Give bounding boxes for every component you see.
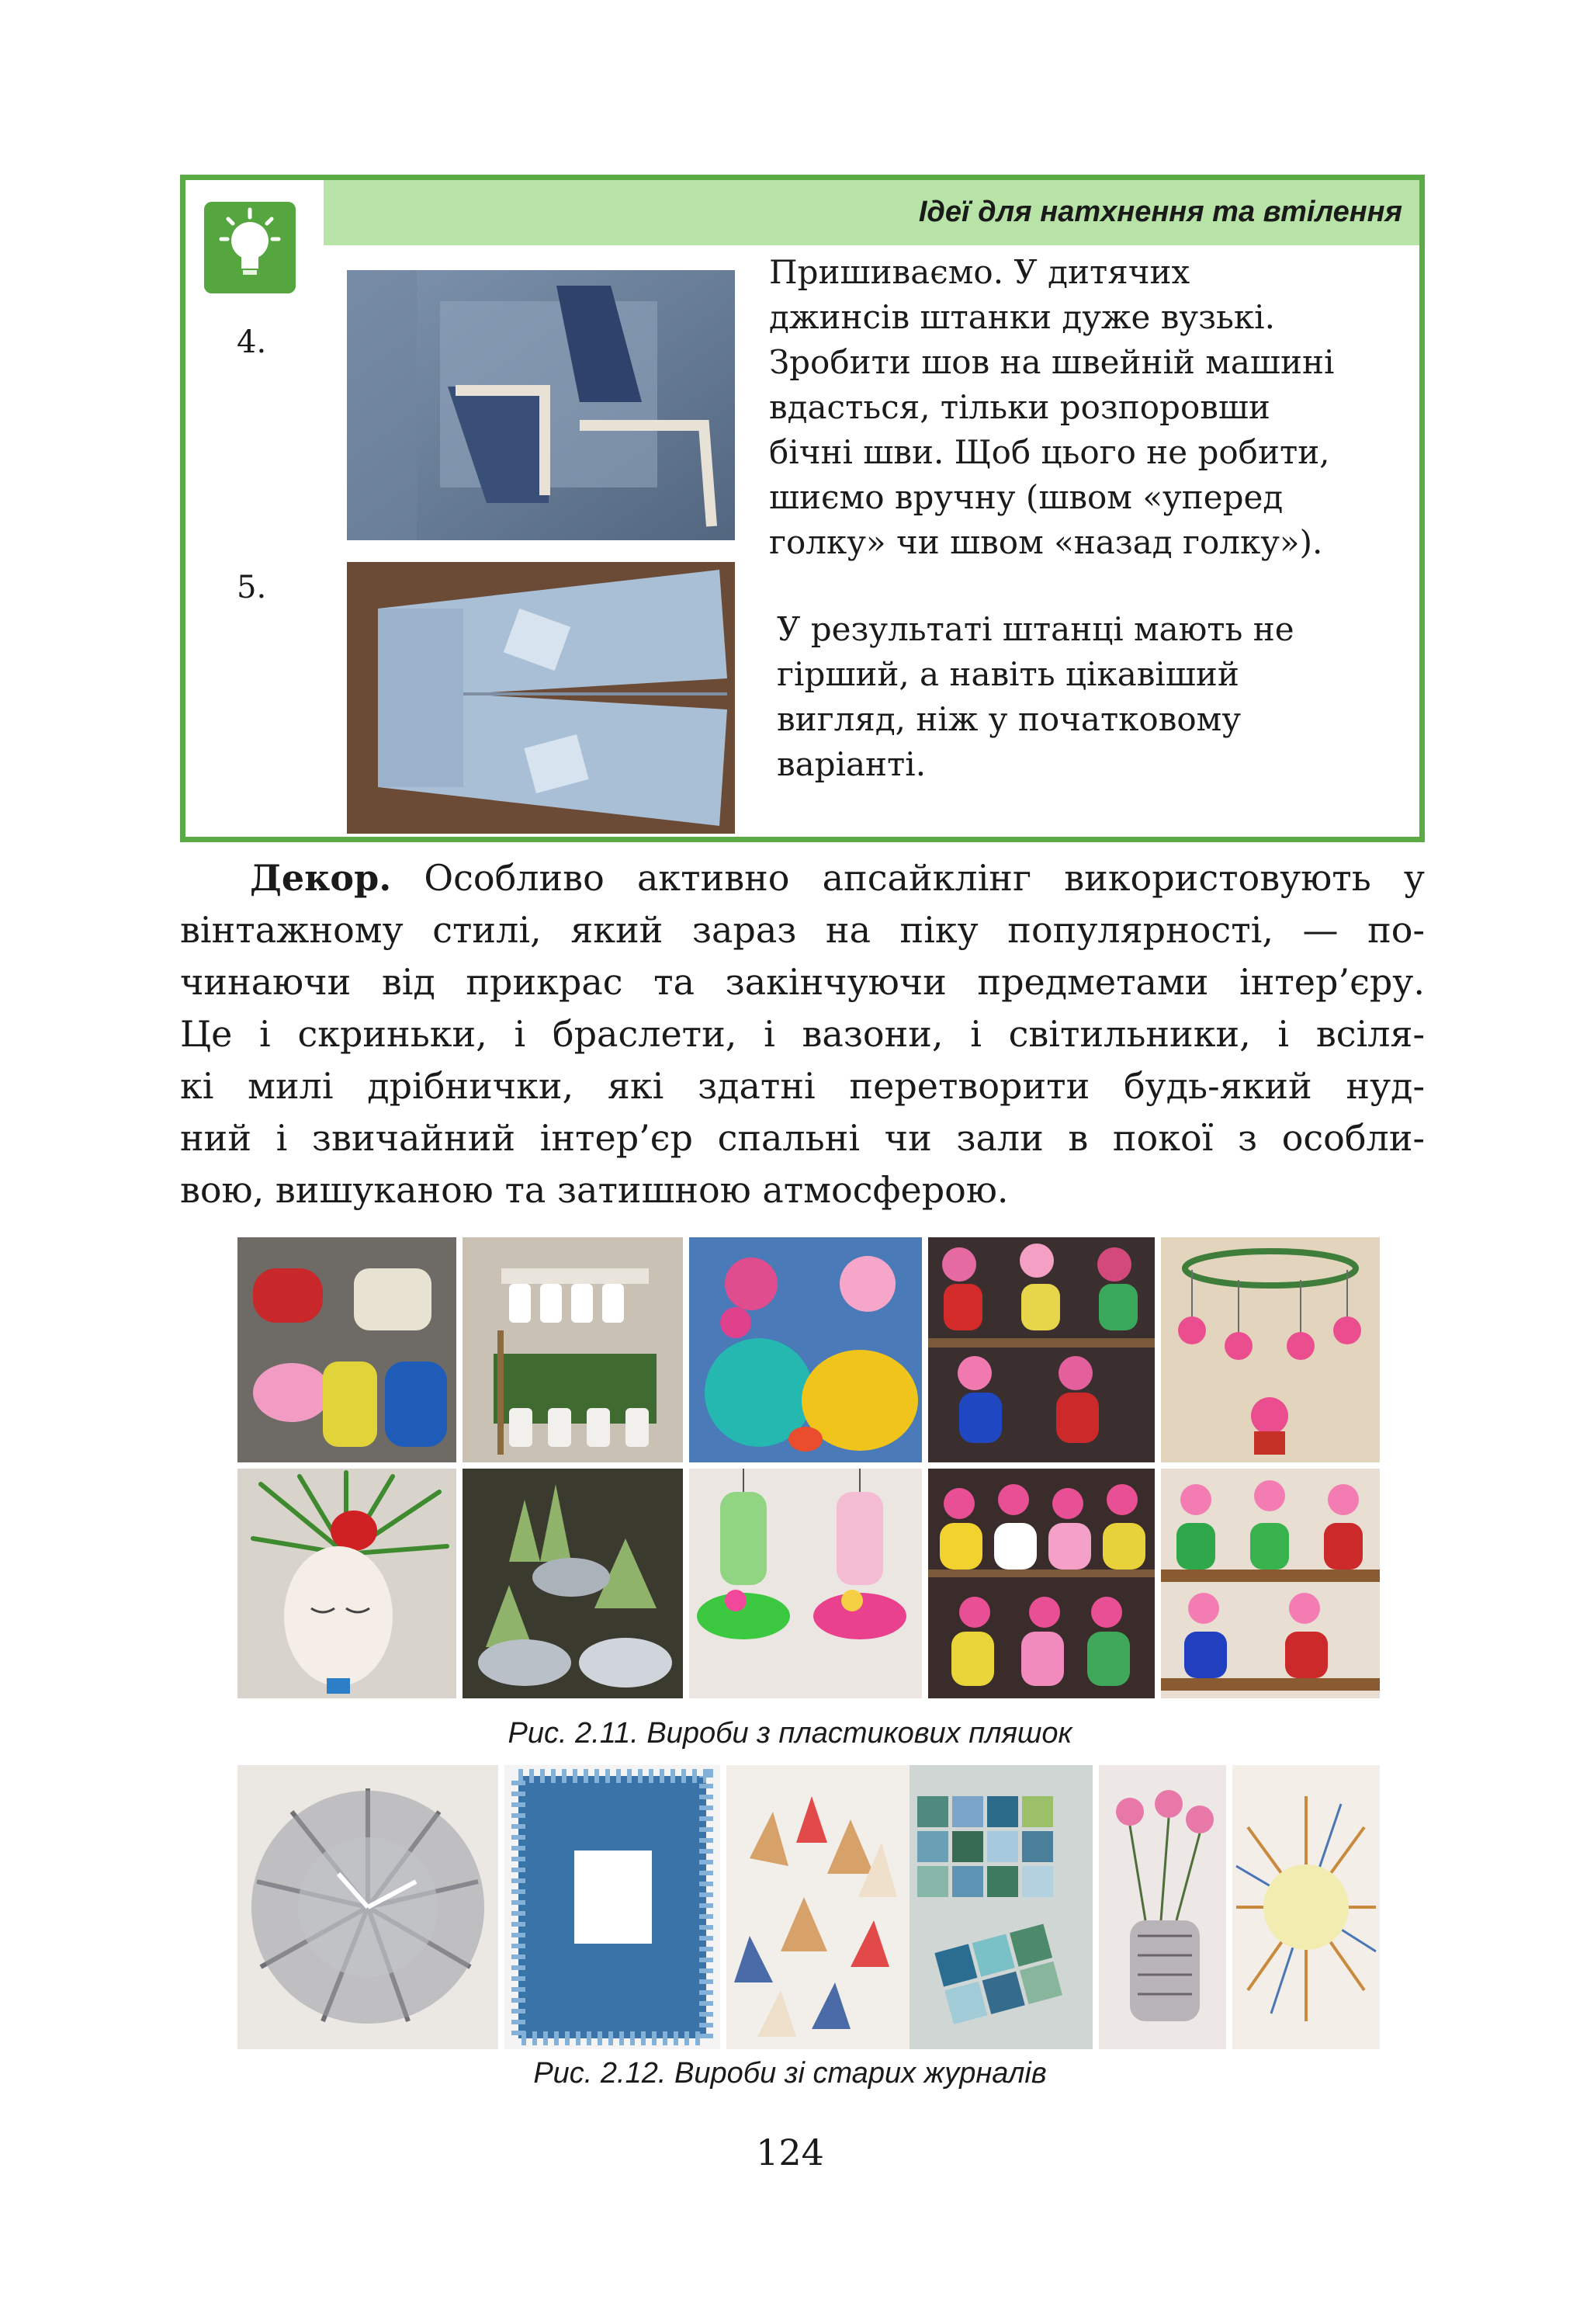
paragraph-line: чинаючи від прикрас та закінчуючи предметами інтер’єру. [180, 961, 1425, 1003]
text-line: Пришиваємо. У дитячих [769, 253, 1190, 291]
figure-caption-2-12: Рис. 2.12. Вироби зі старих журналів [533, 2057, 1047, 2090]
lightbulb-icon [204, 202, 296, 293]
text-line: У результаті штанці мають не [777, 610, 1294, 648]
text-line: гірший, а навіть цікавіший [777, 655, 1239, 693]
text-line: вигляд, ніж у початковому [777, 700, 1242, 738]
text-line: голку» чи швом «назад голку»). [769, 523, 1323, 561]
jeans-sewing-photo [347, 270, 735, 540]
text-line: шиємо вручну (швом «уперед [769, 478, 1284, 516]
paragraph-line: вінтажному стилі, який зараз на піку популярності, — по- [180, 909, 1425, 951]
gallery-photo [463, 1237, 683, 1462]
gallery-photo [928, 1469, 1155, 1698]
gallery-photo [504, 1765, 720, 2049]
ideas-title: Ідеї для натхнення та втілення [918, 196, 1402, 228]
paragraph-lead: Декор. [250, 857, 392, 899]
text-line: бічні шви. Щоб цього не робити, [769, 433, 1330, 471]
decor-paragraph [180, 852, 1425, 1216]
gallery-photo [237, 1765, 498, 2049]
text-line: варіанті. [777, 745, 927, 783]
text-line: Зробити шов на швейній машині [769, 343, 1335, 381]
gallery-photo [726, 1765, 910, 2049]
step-number-4: 4. [237, 324, 267, 360]
gallery-photo [1232, 1765, 1380, 2049]
paragraph-line [180, 852, 1425, 904]
gallery-photo [463, 1469, 683, 1698]
gallery-photo [1161, 1237, 1380, 1462]
figure-caption-2-11: Рис. 2.11. Вироби з пластикових пляшок [508, 1717, 1072, 1750]
gallery-photo [689, 1469, 922, 1698]
jeans-result-photo [347, 562, 735, 834]
gallery-photo [237, 1237, 456, 1462]
paragraph-line: кі милі дрібнички, які здатні перетворити будь-який нуд- [180, 1065, 1425, 1107]
paragraph-text: Особливо активно апсайклінг використовують у [391, 857, 1425, 899]
paragraph-line: ний і звичайний інтер’єр спальні чи зали в покої з особли- [180, 1117, 1425, 1159]
gallery-photo [1099, 1765, 1226, 2049]
ideas-header [324, 180, 1419, 245]
paragraph-line: вою, вишуканою та затишною атмосферою. [180, 1169, 1009, 1211]
gallery-photo [689, 1237, 922, 1462]
step-4-text [769, 250, 1334, 565]
text-line: джинсів штанки дуже вузькі. [769, 298, 1275, 336]
gallery-photo [910, 1765, 1093, 2049]
text-line: вдасться, тільки розпоровши [769, 388, 1270, 426]
ideas-box [180, 175, 1425, 842]
magazine-crafts-gallery [237, 1765, 1380, 2049]
gallery-photo [237, 1469, 456, 1698]
plastic-bottle-gallery [237, 1237, 1380, 1698]
gallery-photo [1161, 1469, 1380, 1698]
step-number-5: 5. [237, 570, 267, 605]
gallery-photo [928, 1237, 1155, 1462]
page-number: 124 [756, 2131, 824, 2173]
step-5-text [777, 607, 1294, 787]
paragraph-line: Це і скриньки, і браслети, і вазони, і світильники, і всіля- [180, 1013, 1425, 1055]
